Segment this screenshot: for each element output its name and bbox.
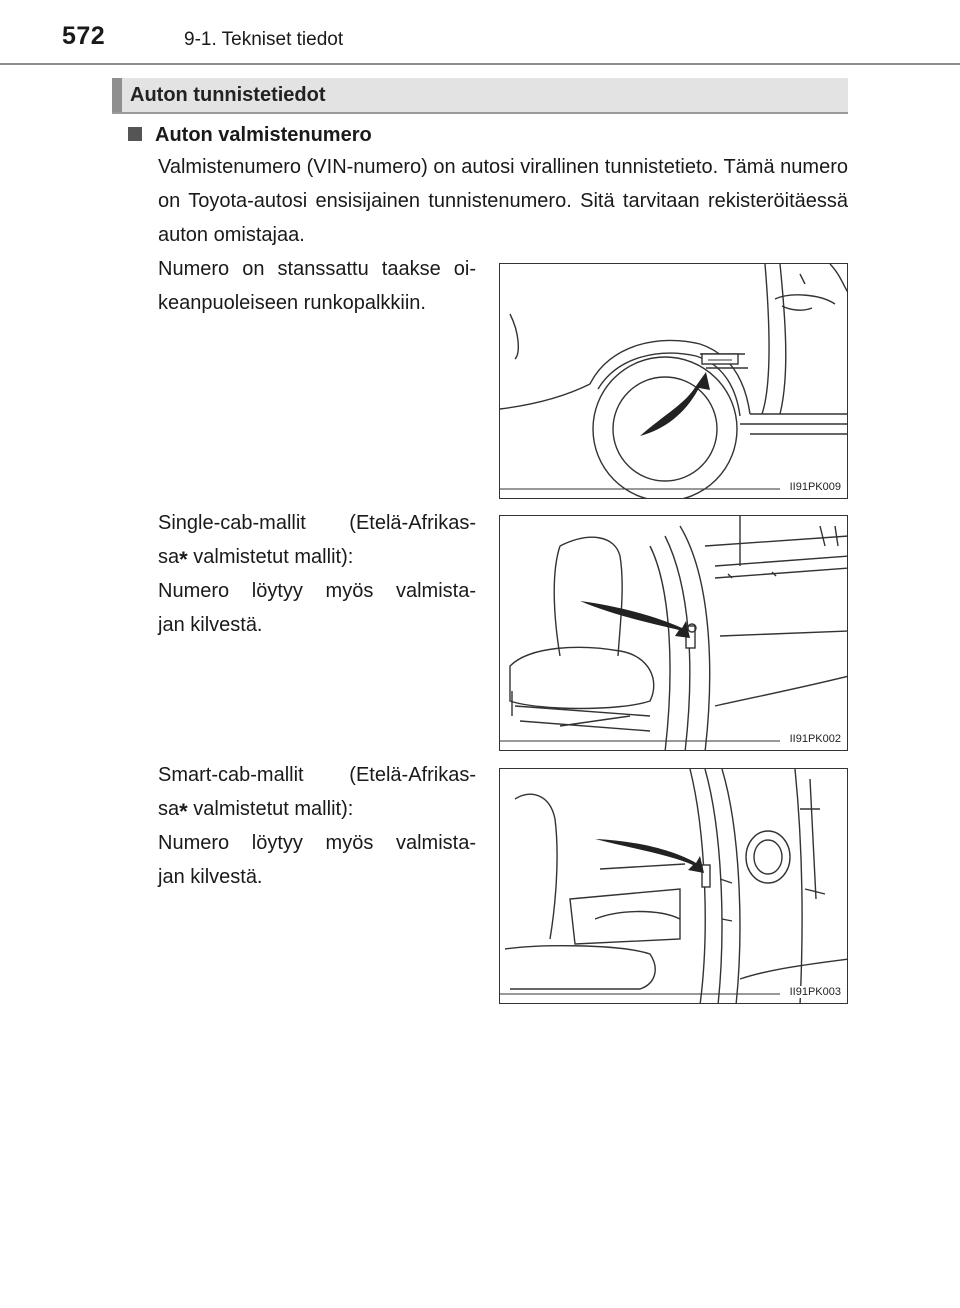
figure-code: II91PK009: [787, 481, 841, 493]
item-2-line-2: [158, 540, 476, 574]
item-1-line-1: Numero on stanssattu taakse oi-: [158, 258, 476, 280]
item-3-text: [158, 758, 476, 894]
item-3-line-2-start: sa: [158, 798, 180, 820]
figure-single-cab: [499, 515, 848, 751]
item-1-line-2: keanpuoleiseen runkopalkkiin.: [158, 292, 426, 314]
smart-cab-door-illustration: [500, 769, 848, 1004]
subheading-text: Auton valmistenumero: [155, 124, 372, 146]
item-3-line-2-end: valmistetut mallit):: [193, 798, 354, 820]
single-cab-door-illustration: [500, 516, 848, 751]
figure-smart-cab: [499, 768, 848, 1004]
heading-bar: [112, 78, 122, 112]
asterisk-icon: *: [179, 799, 188, 824]
item-3-line-1: Smart-cab-mallit (Etelä-Afrikas-: [158, 764, 476, 786]
figure-vin-frame: [499, 263, 848, 499]
intro-paragraph: Valmistenumero (VIN-numero) on autosi virallinen tunnistetieto. Tämä numero on Toyota-autosi ensisijainen tunnistenumero. Sitä tarvitaan rekisteröitäessä auton omistajaa.: [158, 156, 848, 246]
page-number: 572: [62, 22, 106, 50]
item-3-line-4: jan kilvestä.: [158, 866, 263, 888]
figure-code: II91PK003: [787, 986, 841, 998]
item-2-line-2-end: valmistetut mallit):: [193, 546, 354, 568]
subheading: [128, 124, 372, 147]
square-bullet-icon: [128, 127, 142, 141]
item-2-line-2-start: sa: [158, 546, 180, 568]
item-2-line-4: jan kilvestä.: [158, 614, 263, 636]
item-2-line-3: Numero löytyy myös valmista-: [158, 580, 476, 602]
item-2-line-1: Single-cab-mallit (Etelä-Afrikas-: [158, 512, 476, 534]
section-heading-text: Auton tunnistetiedot: [130, 84, 326, 106]
header-rule: [0, 63, 960, 65]
rear-wheel-illustration: [500, 264, 848, 499]
item-2-text: [158, 506, 476, 642]
item-1-text: [158, 252, 476, 320]
asterisk-icon: *: [179, 547, 188, 572]
item-3-line-2: [158, 792, 476, 826]
chapter-title: 9-1. Tekniset tiedot: [184, 29, 344, 50]
figure-code: II91PK002: [787, 733, 841, 745]
item-3-line-3: Numero löytyy myös valmista-: [158, 832, 476, 854]
section-heading: [112, 78, 848, 114]
